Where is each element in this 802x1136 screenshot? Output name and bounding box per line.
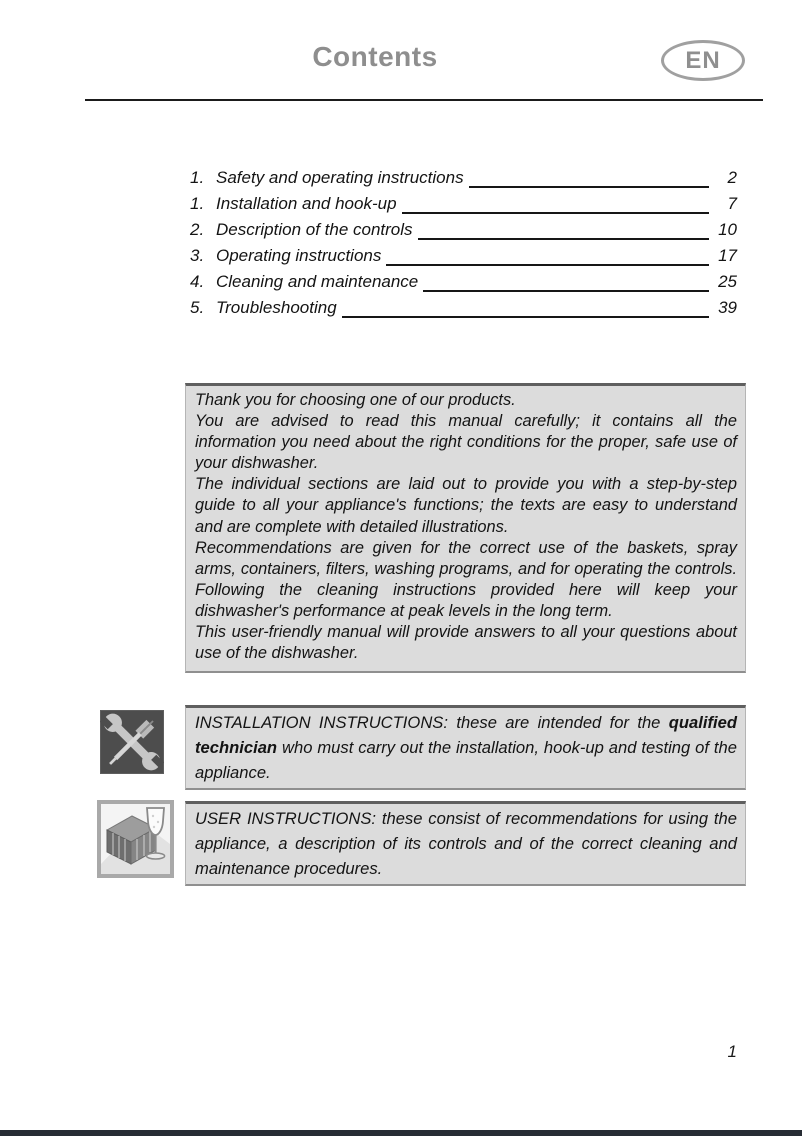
toc-leader-line: [469, 186, 709, 188]
user-note-text: USER INSTRUCTIONS: these consist of recommendations for using the appliance, a description of its controls and of the correct cleaning and maintenance procedures.: [195, 809, 737, 878]
toc-leader-line: [402, 212, 709, 214]
toc-entry-page: 25: [718, 272, 737, 291]
toc-entry: [190, 191, 737, 217]
toc-entry: [190, 165, 737, 191]
page-title: Contents: [312, 41, 438, 72]
toc-entry-number: 4.: [190, 272, 205, 291]
toc-entry: [190, 269, 737, 295]
toc-entry-page: 17: [718, 246, 737, 265]
toc-entry-number: 3.: [190, 246, 205, 265]
intro-paragraph: You are advised to read this manual carefully; it contains all the information you need about the right conditions for the proper, safe use of your dishwasher.: [195, 412, 737, 473]
toc-leader-line: [418, 238, 709, 240]
toc-entry: [190, 217, 737, 243]
installation-note-bold: qualified technician: [195, 713, 737, 757]
user-note: [185, 801, 746, 886]
toc-entry: [190, 295, 737, 321]
intro-box: [185, 383, 746, 673]
toc-entry: [190, 243, 737, 269]
toc-entry-label: Troubleshooting: [216, 298, 337, 317]
toc-entry-number: 1.: [190, 194, 205, 213]
toc-leader-line: [386, 264, 709, 266]
toc-leader-line: [342, 316, 709, 318]
toc-entry-page: 39: [718, 298, 737, 317]
page-number: 1: [727, 1042, 737, 1061]
toc-entry-page: 10: [718, 220, 737, 239]
language-badge: [661, 40, 745, 81]
table-of-contents: [190, 165, 737, 321]
toc-leader-line: [423, 290, 709, 292]
intro-paragraph: The individual sections are laid out to provide you with a step-by-step guide to all your appliance's functions; the texts are easy to understand and are complete with detailed illustrations.: [195, 475, 737, 536]
intro-paragraph: Recommendations are given for the correct use of the baskets, spray arms, containers, filters, washing programs, and for operating the controls. Following the cleaning instructions provided here will keep your dishwasher's performance at peak levels in the long term.: [195, 538, 737, 620]
toc-entry-number: 5.: [190, 298, 205, 317]
intro-paragraph: Thank you for choosing one of our products.: [195, 391, 516, 409]
toc-entry-label: Cleaning and maintenance: [216, 272, 419, 291]
installation-note: [185, 705, 746, 790]
toc-entry-label: Safety and operating instructions: [216, 168, 464, 187]
toc-entry-number: 2.: [190, 220, 205, 239]
dishwasher-glass-icon: [97, 800, 174, 878]
installation-note-text: INSTALLATION INSTRUCTIONS: these are intended for the qualified technician who must carry out the installation, hook-up and testing of the appliance.: [195, 713, 737, 782]
footer-bar: [0, 1130, 802, 1136]
toc-entry-label: Description of the controls: [216, 220, 413, 239]
language-badge-label: EN: [685, 46, 721, 74]
header-divider: [85, 99, 763, 101]
tools-icon: [100, 708, 164, 776]
toc-entry-label: Operating instructions: [216, 246, 382, 265]
toc-entry-page: 2: [727, 168, 737, 187]
toc-entry-number: 1.: [190, 168, 205, 187]
intro-paragraph: This user-friendly manual will provide answers to all your questions about use of the dishwasher.: [195, 623, 737, 663]
toc-entry-label: Installation and hook-up: [216, 194, 397, 213]
toc-entry-page: 7: [727, 194, 737, 213]
